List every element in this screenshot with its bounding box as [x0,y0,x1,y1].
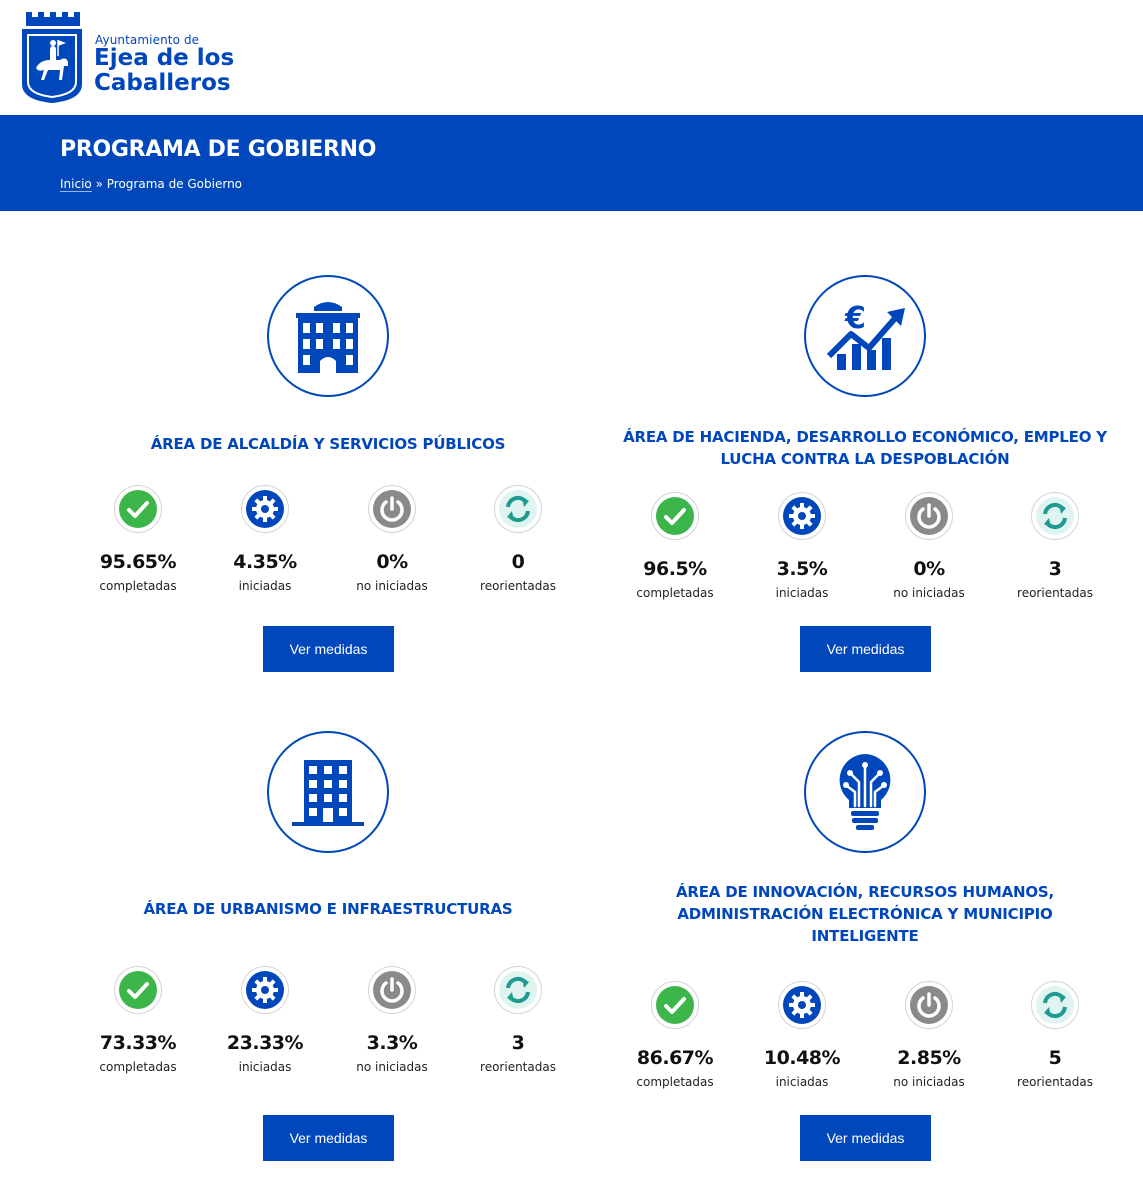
stat-value: 95.65% [99,551,177,573]
area-title: ÁREA DE ALCALDÍA Y SERVICIOS PÚBLICOS [150,435,506,453]
breadcrumb-separator: » [95,177,103,191]
town-hall-icon [292,299,364,373]
stat-started [747,492,857,600]
euro-growth-icon [823,298,907,374]
stat-value: 4.35% [233,551,297,573]
area-stats [78,966,578,1086]
refresh-icon [494,966,542,1014]
stat-label: completadas [636,1075,714,1089]
gear-icon [778,981,826,1029]
gear-icon [241,966,289,1014]
area-card [615,731,1115,1166]
stat-label: no iniciadas [893,586,965,600]
stat-label: no iniciadas [356,579,428,593]
stat-completed [620,492,730,600]
area-stats [78,485,578,605]
stat-label: iniciadas [238,1060,292,1074]
check-icon [651,492,699,540]
breadcrumb-home-link[interactable]: Inicio [60,177,92,191]
area-card [615,275,1115,675]
stat-label: reorientadas [1017,1075,1093,1089]
stat-label: completadas [99,579,177,593]
refresh-icon [494,485,542,533]
stat-value: 5 [1048,1047,1062,1069]
power-icon [905,981,953,1029]
stat-reoriented [1000,981,1110,1089]
stat-value: 0% [913,558,945,580]
area-title: ÁREA DE INNOVACIÓN, RECURSOS HUMANOS, ADMINISTRACIÓN ELECTRÓNICA Y MUNICIPIO INTELIGENTE [675,883,1054,945]
power-icon [368,485,416,533]
stat-value: 3.5% [776,558,828,580]
area-icon-circle [267,275,389,397]
stat-reoriented [463,966,573,1074]
ver-medidas-button[interactable]: Ver medidas [263,1115,394,1161]
stat-label: reorientadas [480,1060,556,1074]
svg-text:€: € [845,301,866,336]
stat-value: 3.3% [366,1032,418,1054]
breadcrumb [60,177,242,191]
site-header [0,0,1143,115]
stat-label: no iniciadas [893,1075,965,1089]
logo-subtitle: Ayuntamiento de [95,33,200,47]
stat-not-started [337,966,447,1074]
area-stats [615,492,1115,612]
stat-not-started [874,981,984,1089]
refresh-icon [1031,492,1079,540]
stat-label: iniciadas [238,579,292,593]
stat-value: 96.5% [643,558,707,580]
stat-value: 3 [1048,558,1062,580]
stat-reoriented [1000,492,1110,600]
stat-completed [83,485,193,593]
area-icon-circle [267,731,389,853]
stat-started [210,966,320,1074]
area-icon-circle [804,275,926,397]
check-icon [651,981,699,1029]
stat-label: reorientadas [480,579,556,593]
area-title: ÁREA DE HACIENDA, DESARROLLO ECONÓMICO, EMPLEO Y LUCHA CONTRA LA DESPOBLACIÓN [623,428,1107,468]
breadcrumb-current: Programa de Gobierno [106,177,243,191]
stat-completed [620,981,730,1089]
stat-not-started [874,492,984,600]
area-card [78,731,578,1166]
ver-medidas-button[interactable]: Ver medidas [800,626,931,672]
stat-label: iniciadas [775,586,829,600]
stat-value: 23.33% [226,1032,304,1054]
stat-value: 3 [511,1032,525,1054]
refresh-icon [1031,981,1079,1029]
site-logo[interactable] [20,10,240,105]
check-icon [114,485,162,533]
stat-value: 73.33% [99,1032,177,1054]
stat-started [210,485,320,593]
stat-not-started [337,485,447,593]
page-banner [0,115,1143,211]
gear-icon [241,485,289,533]
gear-icon [778,492,826,540]
area-card [78,275,578,675]
stat-value: 2.85% [897,1047,961,1069]
stat-value: 10.48% [763,1047,841,1069]
stat-completed [83,966,193,1074]
coat-of-arms-icon [20,10,84,104]
stat-value: 0% [376,551,408,573]
power-icon [368,966,416,1014]
stat-started [747,981,857,1089]
area-title: ÁREA DE URBANISMO E INFRAESTRUCTURAS [143,900,513,918]
logo-title: Ejea de los Caballeros [94,45,235,96]
area-stats [615,981,1115,1101]
stat-label: iniciadas [775,1075,829,1089]
building-icon [292,756,364,828]
ver-medidas-button[interactable]: Ver medidas [263,626,394,672]
area-icon-circle [804,731,926,853]
check-icon [114,966,162,1014]
stat-reoriented [463,485,573,593]
stat-label: completadas [99,1060,177,1074]
ver-medidas-button[interactable]: Ver medidas [800,1115,931,1161]
stat-value: 0 [511,551,525,573]
lightbulb-icon [835,752,895,832]
stat-label: no iniciadas [356,1060,428,1074]
power-icon [905,492,953,540]
page-title: PROGRAMA DE GOBIERNO [60,137,377,162]
stat-label: completadas [636,586,714,600]
stat-label: reorientadas [1017,586,1093,600]
stat-value: 86.67% [636,1047,714,1069]
